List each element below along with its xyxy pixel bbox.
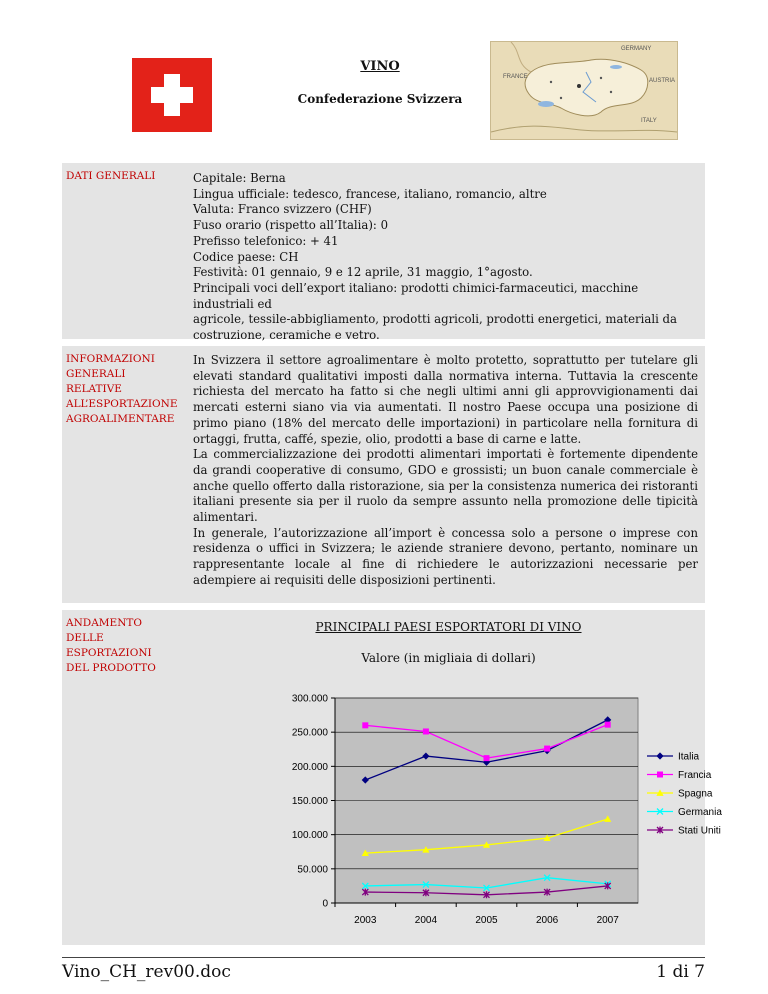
- x-tick-label: 2003: [354, 915, 377, 926]
- document-subtitle: Confederazione Svizzera: [297, 92, 463, 106]
- dati-line: agricole, tessile-abbigliamento, prodotti agricoli, prodotti energetici, materiali da: [193, 312, 677, 327]
- legend-marker: [656, 752, 663, 759]
- y-tick-label: 0: [322, 898, 328, 910]
- switzerland-map: [490, 41, 678, 140]
- informazioni-paragraph: La commercializzazione dei prodotti alimentari importati è fortemente dipendente da grandi cooperative di consumo, GDO e grossisti; un buon canale commerciale è anche quello offerto dalla ristorazione, sia per la consistenza numerica dei ristoranti italiani presente sia per il ruolo da sempre assunto nella promozione delle tipicità alimentari.: [193, 447, 698, 525]
- y-tick-label: 300.000: [291, 693, 328, 705]
- dati-line: Lingua ufficiale: tedesco, francese, italiano, romancio, altre: [193, 186, 547, 201]
- legend-label: Stati Uniti: [678, 825, 721, 837]
- dati-line: Principali voci dell’export italiano: prodotti chimici-farmaceutici, macchine industriali ed: [193, 280, 639, 311]
- section-informazioni: [62, 346, 705, 603]
- section-label-informazioni: INFORMAZIONI GENERALI RELATIVE ALL’ESPORTAZIONE AGROALIMENTARE: [66, 353, 178, 425]
- x-tick-label: 2007: [596, 915, 619, 926]
- section-dati-generali: [62, 163, 705, 343]
- dati-line: Festività: 01 gennaio, 9 e 12 aprile, 31 maggio, 1°agosto.: [193, 265, 533, 280]
- dati-generali-body: [193, 171, 698, 344]
- y-tick-label: 50.000: [297, 864, 328, 876]
- legend-label: Spagna: [678, 788, 713, 800]
- footer-page-number: 1 di 7: [656, 962, 705, 982]
- dati-line: Codice paese: CH: [193, 249, 299, 264]
- x-tick-label: 2006: [535, 915, 559, 926]
- swiss-flag: [132, 58, 212, 132]
- data-point: [605, 722, 611, 728]
- map-label-austria: AUSTRIA: [649, 78, 676, 84]
- data-point: [362, 722, 368, 728]
- section-label-dati-generali: DATI GENERALI: [66, 170, 156, 182]
- chart-title: PRINCIPALI PAESI ESPORTATORI DI VINO: [315, 620, 582, 634]
- dati-line: Valuta: Franco svizzero (CHF): [193, 202, 372, 217]
- map-label-france: FRANCE: [503, 74, 528, 80]
- dati-line: Prefisso telefonico: + 41: [193, 233, 339, 248]
- informazioni-paragraph: In Svizzera il settore agroalimentare è molto protetto, soprattutto per tutelare gli elevati standard qualitativi imposti dalla normativa interna. Tuttavia la crescente richiesta del mercato ha fatto si che negli ultimi anni gli approvvigionamenti dai mercati esterni siano via via aumentati. Il nostro Paese occupa una posizione di primo piano (18% del mercato delle importazioni) in particolare nella fornitura di ortaggi, frutta, caffé, spezie, olio, prodotti a base di carne e latte.: [193, 353, 698, 446]
- y-tick-label: 100.000: [291, 830, 328, 842]
- data-point: [544, 746, 550, 752]
- dati-line: costruzione, ceramiche e vetro.: [193, 328, 380, 343]
- footer-filename: Vino_CH_rev00.doc: [62, 962, 231, 982]
- legend-label: Italia: [678, 751, 700, 763]
- map-label-italy: ITALY: [641, 118, 657, 124]
- data-point: [484, 755, 490, 761]
- y-tick-label: 250.000: [291, 727, 328, 739]
- x-tick-label: 2005: [475, 915, 498, 926]
- chart-subtitle: Valore (in migliaia di dollari): [361, 651, 536, 665]
- legend-label: Germania: [678, 807, 722, 818]
- section-label-andamento: ANDAMENTO DELLE ESPORTAZIONI DEL PRODOTTO: [66, 617, 156, 674]
- line-chart: [192, 675, 722, 945]
- footer-divider: [62, 957, 705, 958]
- section-andamento: [62, 610, 722, 945]
- dati-line: Capitale: Berna: [193, 171, 286, 185]
- informazioni-body: [193, 353, 698, 589]
- legend-marker: [657, 772, 663, 778]
- informazioni-paragraph: In generale, l’autorizzazione all’import è concessa solo a persone o imprese con residenza o uffici in Svizzera; le aziende straniere devono, pertanto, nominare un rappresentante locale al fine di richiedere le autorizzazioni necessarie per adempiere ai requisiti delle disposizioni pertinenti.: [193, 525, 698, 587]
- x-tick-label: 2004: [414, 915, 438, 926]
- legend-label: Francia: [678, 770, 712, 781]
- y-tick-label: 200.000: [291, 761, 328, 773]
- data-point: [423, 728, 429, 734]
- dati-line: Fuso orario (rispetto all’Italia): 0: [193, 218, 389, 233]
- document-title: VINO: [360, 59, 400, 74]
- y-tick-label: 150.000: [291, 796, 328, 807]
- map-label-germany: GERMANY: [621, 46, 652, 52]
